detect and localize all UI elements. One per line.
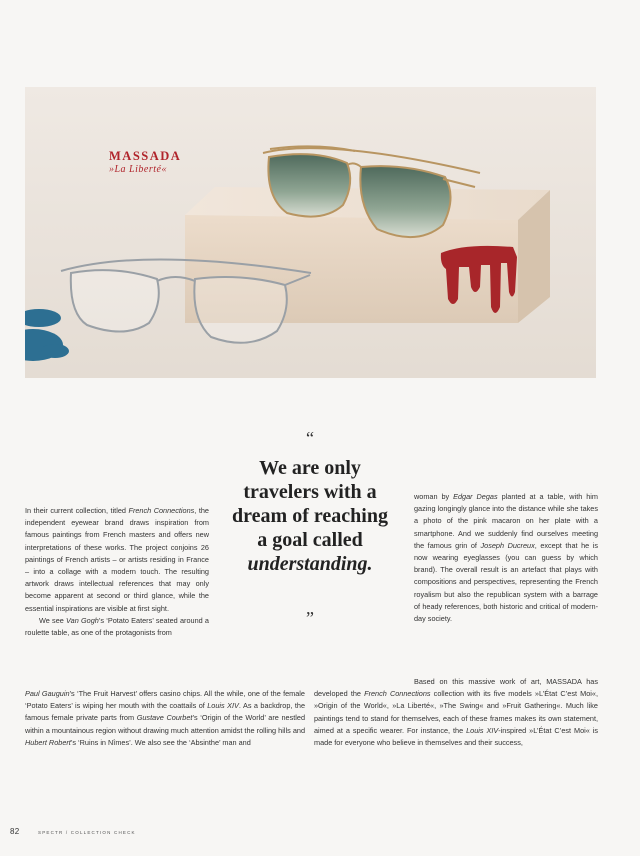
article-column-left	[25, 505, 209, 639]
pull-quote	[226, 456, 394, 576]
article-paragraph: Based on this massive work of art, MASSADA has developed the French Connections collection with its five models »L’État C’est Moi«, »Origin of the World«, »La Liberté«, »The Swing« and »Fruit Gathering«. Much like paintings tend to stand for themselves, each of these frames makes its own statement, aimed at a specific wearer. For instance, the Louis XIV-inspired »L’État C’est Moi« is made for everyone who believe in themselves and their success,	[314, 677, 599, 748]
page-number: 82	[10, 827, 20, 836]
article-column-right-continued	[314, 676, 598, 749]
article-paragraph: We see Van Gogh’s ‘Potato Eaters’ seated around a roulette table, as one of the protagonists from	[25, 615, 209, 638]
product-photo	[25, 87, 596, 378]
brand-name: MASSADA	[109, 149, 182, 163]
quote-open-mark: “	[306, 428, 314, 448]
article-paragraph: In their current collection, titled French Connections, the independent eyewear brand draws inspiration from famous paintings from French masters and offers new interpretations of these works. The project conjoins 26 paintings of French artists – or artists residing in France – into a collage with a modern touch. The resulting artwork draws intellectual references that may only become apparent at second or third glance, while the essential inspirations are visible at first sight.	[25, 506, 209, 613]
quote-close-mark: ”	[306, 608, 314, 628]
article-column-left-continued	[25, 688, 305, 749]
article-paragraph: woman by Edgar Degas planted at a table, with him gazing longingly glance into the distance while she takes a photo of the pink macaron on her plate with a smartphone. And we suddenly find ourselves meeting the famous grin of Joseph Ducreux, except that he is now wearing eyeglasses (you can guess by which brand). The overall result is an artefact that plays with compositions and perspectives, representing the French royalism but also the republican system with a barrage of heady references, both historic and critical of modern-day society.	[414, 492, 598, 624]
eyewear-photo-illustration	[25, 87, 596, 378]
running-title: SPECTR / COLLECTION CHECK	[38, 830, 136, 835]
article-paragraph: Paul Gauguin’s ‘The Fruit Harvest’ offers casino chips. All the while, one of the female ‘Potato Eaters’ is wiping her mouth with the coattails of Louis XIV. As a backdrop, the famous female private parts from Gustave Courbet’s ‘Origin of the World’ are nestled within a mountainous region without drawing much attention amidst the rolling hills and Hubert Robert’s ‘Ruins in Nîmes’. We also see the ‘Absinthe’ man and	[25, 689, 306, 747]
model-name: »La Liberté«	[109, 164, 167, 175]
pull-quote-text: We are only travelers with a dream of reaching a goal called	[232, 457, 388, 551]
article-column-right	[414, 491, 598, 625]
pull-quote-emphasis: understanding.	[247, 553, 373, 575]
